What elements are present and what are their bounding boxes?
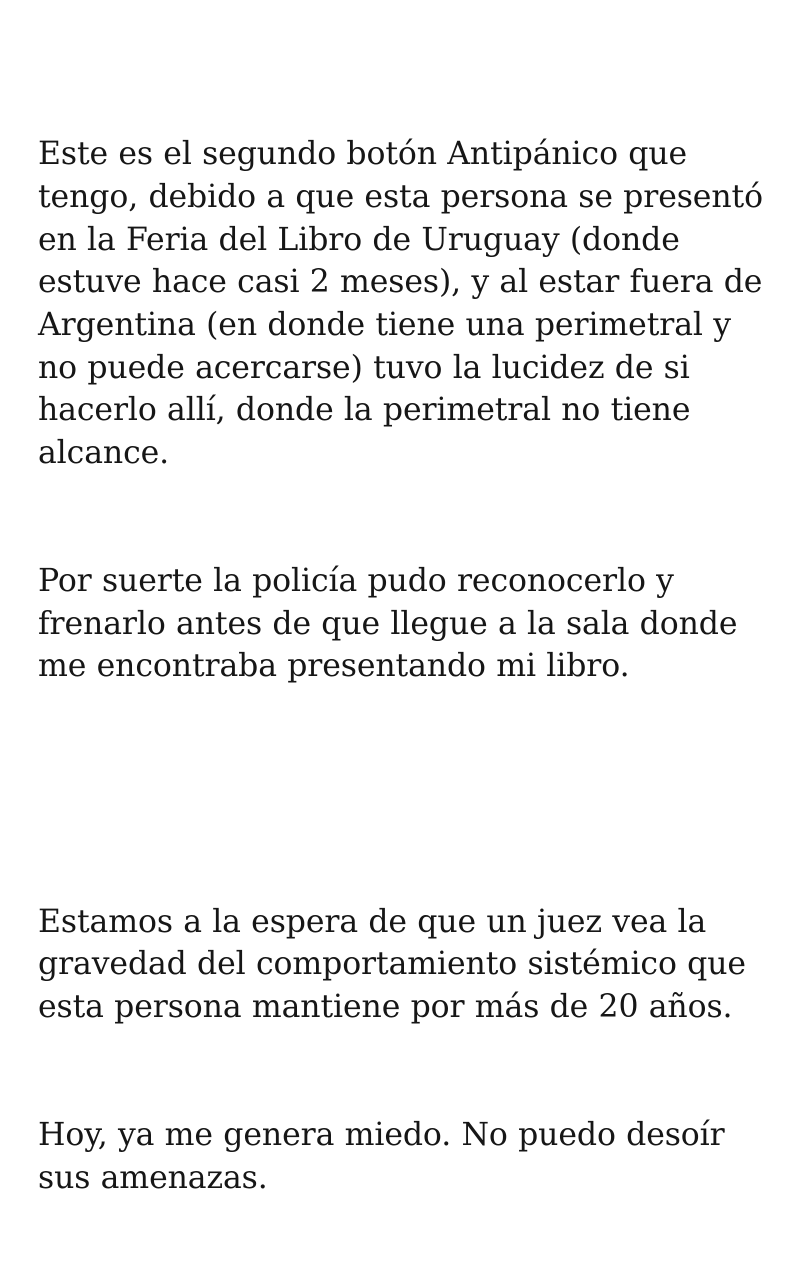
- document-text-block: [38, 48, 774, 1285]
- paragraph-4: Hoy, ya me genera miedo. No puedo desoír sus amenazas.: [38, 1117, 735, 1196]
- paragraph-1: Este es el segundo botón Antipánico que tengo, debido a que esta persona se presentó en la Feria del Libro de Uruguay (donde estuve hace casi 2 meses), y al estar fuera de Argentina (en donde tiene una perimetral y no puede acercarse) tuvo la lucidez de si hacerlo allí, donde la perimetral no tiene alcance.: [38, 136, 774, 472]
- paragraph-spacer: [38, 773, 770, 815]
- paragraph-2: Por suerte la policía pudo reconocerlo y frenarlo antes de que llegue a la sala donde me encontraba presentando mi libro.: [38, 563, 748, 685]
- paragraph-3: Estamos a la espera de que un juez vea la gravedad del comportamiento sistémico que esta persona mantiene por más de 20 años.: [38, 903, 757, 1026]
